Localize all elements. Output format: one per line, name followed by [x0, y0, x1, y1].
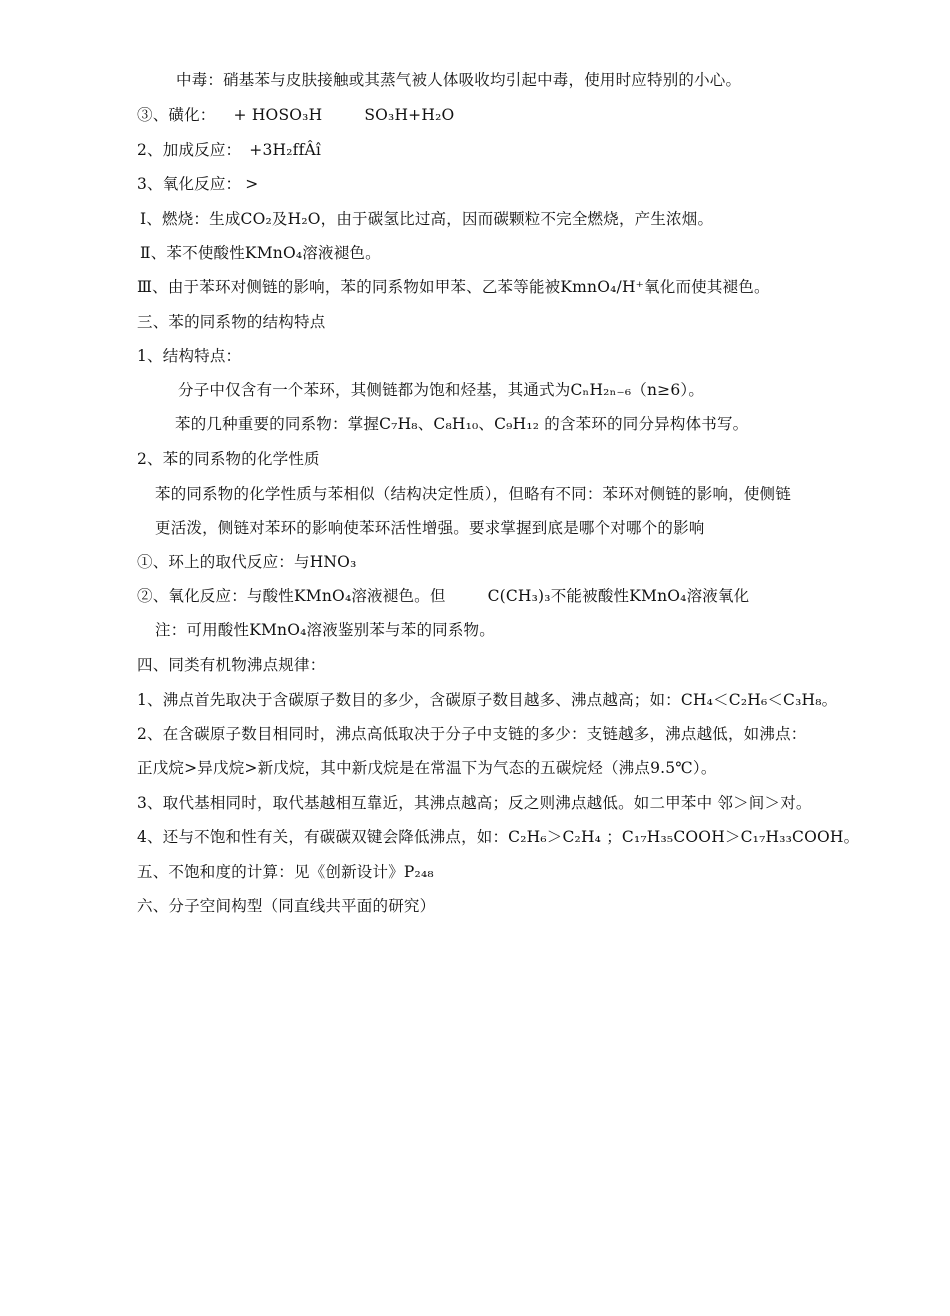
addition-line: 2、加成反应： +3H₂ffÂî — [137, 141, 322, 159]
text-line: 中毒：硝基苯与皮肤接触或其蒸气被人体吸收均引起中毒，使用时应特别的小心。 — [176, 71, 742, 89]
section-heading: 五、不饱和度的计算：见《创新设计》P₂₄₈ — [137, 863, 434, 881]
text-line: 分子中仅含有一个苯环，其侧链都为饱和烃基，其通式为CₙH₂ₙ₋₆（n≥6）。 — [178, 381, 705, 399]
text-line: 3、取代基相同时，取代基越相互靠近，其沸点越高；反之则沸点越低。如二甲苯中 邻＞间＞对。 — [137, 794, 812, 812]
text-line: Ⅱ、苯不使酸性KMnO₄溶液褪色。 — [140, 244, 381, 262]
text-line: 1、结构特点： — [137, 347, 242, 365]
text-line: 更活泼，侧链对苯环的影响使苯环活性增强。要求掌握到底是哪个对哪个的影响 — [155, 519, 705, 537]
oxidation-reaction-line: ②、氧化反应：与酸性KMnO₄溶液褪色。但 C(CH₃)₃不能被酸性KMnO₄溶液氧化 — [137, 587, 750, 605]
section-heading: 四、同类有机物沸点规律： — [137, 656, 326, 674]
text-line: 2、苯的同系物的化学性质 — [137, 450, 320, 468]
oxidation-line: 3、氧化反应： > — [137, 175, 259, 193]
text-line: ①、环上的取代反应：与HNO₃ — [137, 553, 357, 571]
section-heading: 六、分子空间构型（同直线共平面的研究） — [137, 897, 436, 915]
text-line: 苯的几种重要的同系物：掌握C₇H₈、C₈H₁₀、C₉H₁₂ 的含苯环的同分异构体书写。 — [175, 415, 749, 433]
text-line: 正戊烷>异戊烷>新戊烷，其中新戊烷是在常温下为气态的五碳烷烃（沸点9.5℃）。 — [137, 759, 717, 777]
text-line: 2、在含碳原子数目相同时，沸点高低取决于分子中支链的多少：支链越多，沸点越低，如沸点： — [137, 725, 807, 743]
sulfonation-line: ③、磺化： + HOSO₃H SO₃H+H₂O — [137, 106, 455, 124]
text-line: 1、沸点首先取决于含碳原子数目的多少，含碳原子数目越多、沸点越高；如：CH₄＜C₂H₆＜C₃H₈。 — [137, 691, 838, 709]
text-line: Ⅰ、燃烧：生成CO₂及H₂O，由于碳氢比过高，因而碳颗粒不完全燃烧，产生浓烟。 — [140, 210, 714, 228]
note-line: 注：可用酸性KMnO₄溶液鉴别苯与苯的同系物。 — [155, 621, 495, 639]
text-line: 苯的同系物的化学性质与苯相似（结构决定性质），但略有不同：苯环对侧链的影响，使侧链 — [155, 485, 791, 503]
section-heading: 三、苯的同系物的结构特点 — [137, 313, 326, 331]
text-line: Ⅲ、由于苯环对侧链的影响，苯的同系物如甲苯、乙苯等能被KmnO₄/H⁺氧化而使其褪色。 — [137, 278, 770, 296]
text-line: 4、还与不饱和性有关，有碳碳双键会降低沸点，如：C₂H₆＞C₂H₄ ；C₁₇H₃₅COOH＞C₁₇H₃₃COOH。 — [137, 828, 860, 846]
